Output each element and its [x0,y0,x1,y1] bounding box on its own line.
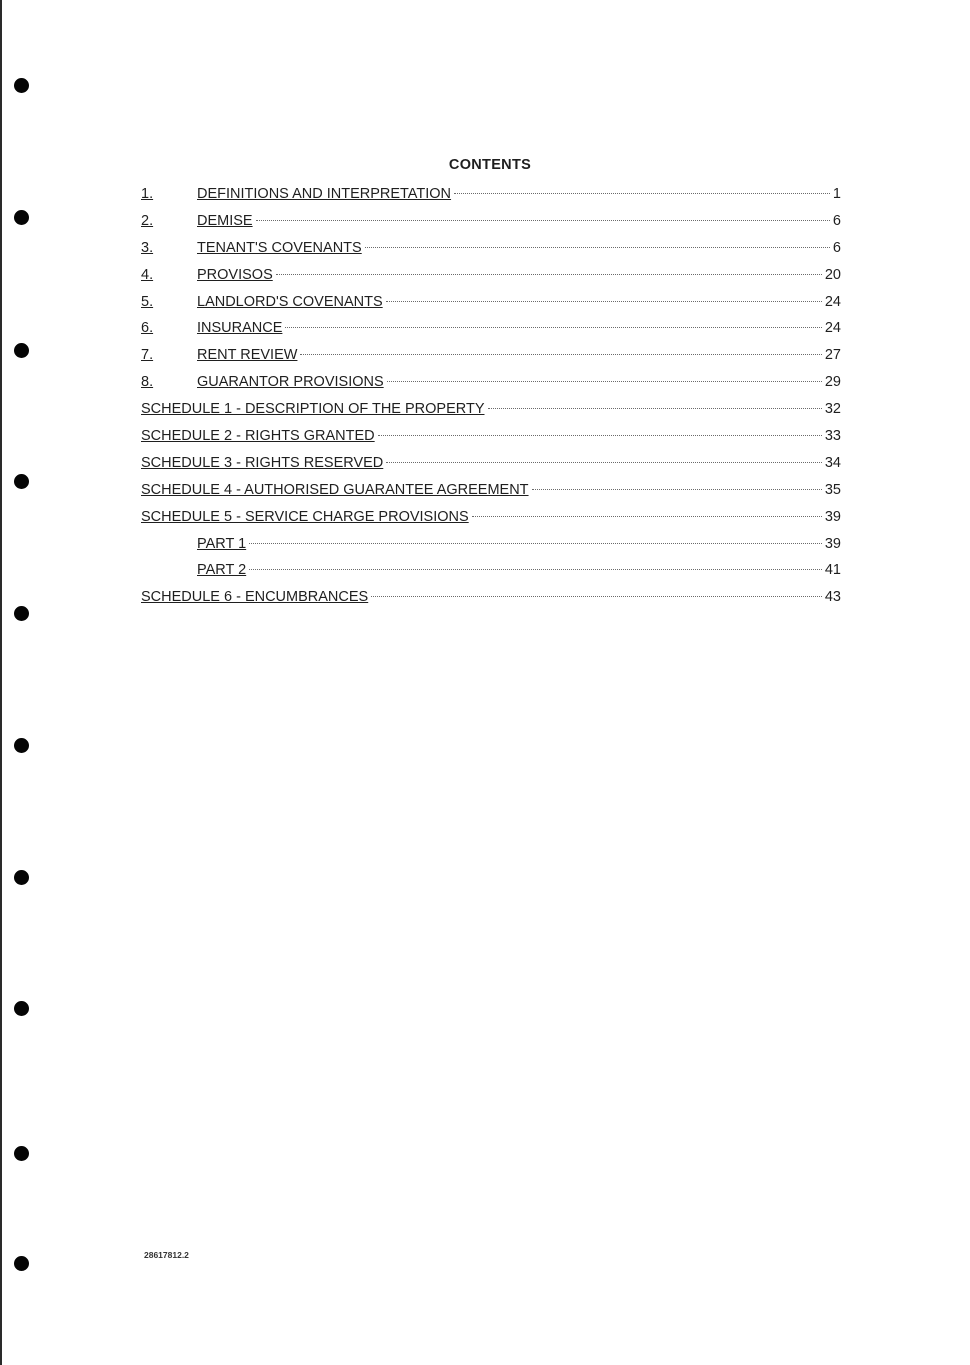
toc-entry[interactable] [141,453,841,480]
toc-entry-number: 3. [141,239,154,256]
punch-hole-1 [14,78,29,93]
table-of-contents [141,184,841,614]
punch-hole-2 [14,210,29,225]
toc-dot-leader [488,408,822,409]
toc-entry-page-number: 34 [824,454,841,471]
toc-entry[interactable] [141,372,841,399]
toc-entry-title[interactable]: PART 2 [197,562,247,579]
toc-entry[interactable] [141,265,841,292]
toc-dot-leader [387,381,822,382]
toc-entry-title[interactable]: SCHEDULE 6 - ENCUMBRANCES [141,589,369,606]
toc-entry-title[interactable]: SCHEDULE 1 - DESCRIPTION OF THE PROPERTY [141,401,485,418]
toc-entry-page-number: 32 [824,401,841,418]
toc-dot-leader [256,220,830,221]
toc-entry-page-number: 39 [824,535,841,552]
toc-dot-leader [285,327,821,328]
punch-hole-10 [14,1256,29,1271]
toc-entry-title[interactable]: SCHEDULE 3 - RIGHTS RESERVED [141,454,384,471]
toc-entry-page-number: 33 [824,428,841,445]
toc-entry-page-number: 1 [832,186,841,202]
toc-entry-page-number: 41 [824,562,841,579]
toc-dot-leader [454,193,830,194]
toc-entry-page-number: 35 [824,481,841,498]
punch-hole-7 [14,870,29,885]
toc-entry-title[interactable]: LANDLORD'S COVENANTS [197,293,383,310]
punch-hole-8 [14,1001,29,1016]
punch-hole-3 [14,343,29,358]
toc-entry-number: 1. [141,186,154,202]
toc-entry-page-number: 24 [824,293,841,310]
toc-dot-leader [378,435,822,436]
toc-dot-leader [276,274,822,275]
page-edge [0,0,2,1365]
toc-entry-number: 6. [141,320,154,337]
toc-entry[interactable] [141,587,841,614]
toc-entry[interactable] [141,211,841,238]
toc-entry-page-number: 39 [824,508,841,525]
toc-entry-title[interactable]: DEFINITIONS AND INTERPRETATION [197,186,452,202]
toc-entry[interactable] [141,318,841,345]
toc-entry[interactable] [141,560,841,587]
toc-dot-leader [472,516,822,517]
toc-entry-title[interactable]: DEMISE [197,212,253,229]
toc-entry[interactable] [141,426,841,453]
toc-entry[interactable] [141,345,841,372]
toc-entry-page-number: 29 [824,374,841,391]
toc-entry-page-number: 20 [824,266,841,283]
toc-entry-title[interactable]: SCHEDULE 2 - RIGHTS GRANTED [141,428,375,445]
toc-entry[interactable] [141,534,841,561]
toc-entry[interactable] [141,480,841,507]
toc-dot-leader [386,462,822,463]
punch-hole-9 [14,1146,29,1161]
toc-entry-title[interactable]: GUARANTOR PROVISIONS [197,374,384,391]
document-reference: 28617812.2 [144,1250,189,1260]
toc-entry-title[interactable]: SCHEDULE 5 - SERVICE CHARGE PROVISIONS [141,508,469,525]
toc-entry-number: 4. [141,266,154,283]
toc-entry-title[interactable]: PART 1 [197,535,247,552]
toc-entry-title[interactable]: SCHEDULE 4 - AUTHORISED GUARANTEE AGREEMENT [141,481,529,498]
toc-entry-title[interactable]: INSURANCE [197,320,283,337]
toc-entry-page-number: 6 [832,239,841,256]
toc-entry-title[interactable]: PROVISOS [197,266,273,283]
toc-entry-page-number: 27 [824,347,841,364]
toc-entry-page-number: 24 [824,320,841,337]
toc-entry-number: 5. [141,293,154,310]
toc-entry-title[interactable]: RENT REVIEW [197,347,298,364]
toc-entry[interactable] [141,399,841,426]
toc-entry-number: 8. [141,374,154,391]
toc-entry[interactable] [141,238,841,265]
toc-entry-title[interactable]: TENANT'S COVENANTS [197,239,362,256]
toc-entry-number: 7. [141,347,154,364]
toc-dot-leader [249,543,822,544]
toc-entry-page-number: 6 [832,212,841,229]
page-title: CONTENTS [448,157,532,173]
toc-dot-leader [365,247,830,248]
toc-entry[interactable] [141,184,841,211]
toc-entry[interactable] [141,507,841,534]
toc-dot-leader [371,596,822,597]
punch-hole-5 [14,606,29,621]
toc-dot-leader [532,489,822,490]
toc-dot-leader [249,569,822,570]
toc-entry-page-number: 43 [824,589,841,606]
toc-entry[interactable] [141,292,841,319]
toc-dot-leader [386,301,822,302]
toc-dot-leader [300,354,821,355]
punch-hole-6 [14,738,29,753]
toc-entry-number: 2. [141,212,154,229]
punch-hole-4 [14,474,29,489]
